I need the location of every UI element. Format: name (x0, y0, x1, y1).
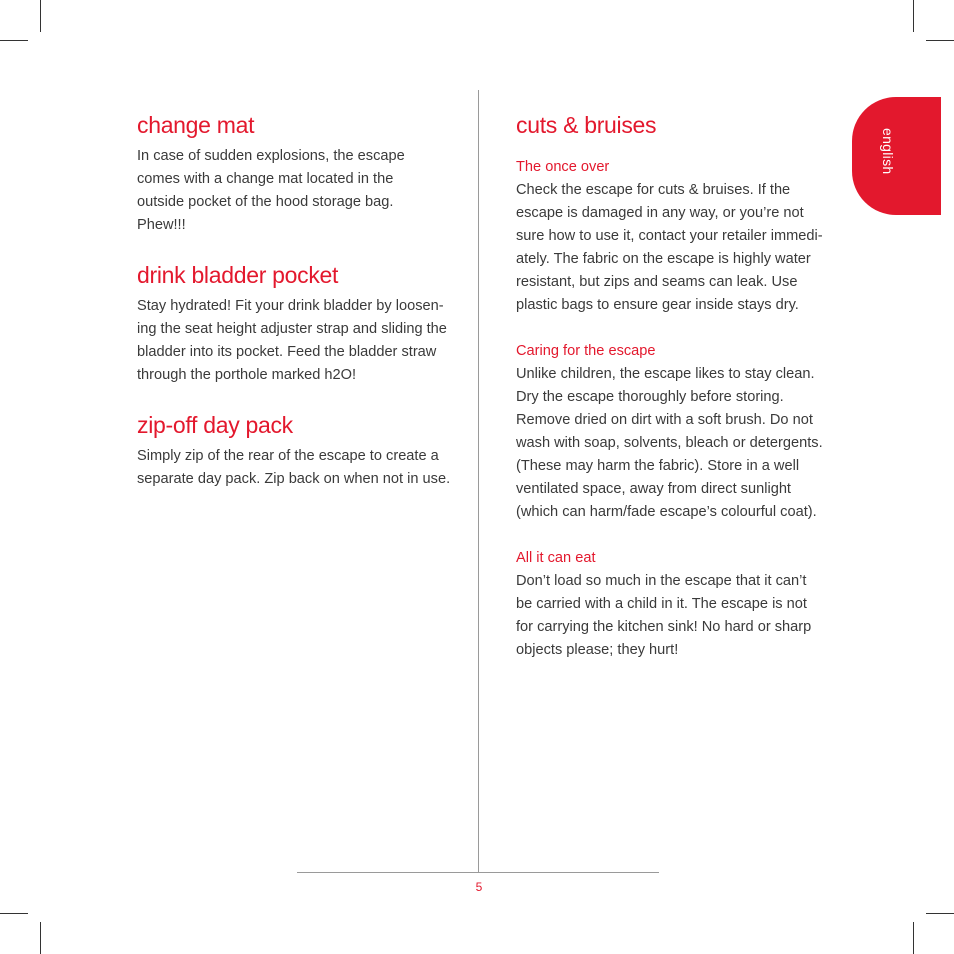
section-change-mat (137, 111, 459, 237)
page-number: 5 (475, 880, 483, 894)
subsection-body: Check the escape for cuts & bruises. If the escape is damaged in any way, or you’re not sure how to use it, contact your retailer immedi- ately. The fabric on the escape is highly water resistant, but zips and seams can leak. Use plastic bags to ensure gear inside stays dry. (516, 182, 823, 313)
column-divider (478, 90, 479, 872)
right-column (516, 111, 834, 662)
section-heading: cuts & bruises (516, 112, 657, 138)
section-body: Simply zip of the rear of the escape to create a separate day pack. Zip back on when not in use. (137, 448, 451, 487)
subsection-once-over (516, 156, 834, 317)
section-body: In case of sudden explosions, the escape comes with a change mat located in the outside pocket of the hood storage bag. Phew!!! (137, 148, 405, 233)
section-zip-off-day-pack (137, 411, 459, 491)
subsection-title: Caring for the escape (516, 343, 656, 359)
section-heading: zip-off day pack (137, 412, 293, 438)
footer-rule (297, 872, 659, 873)
subsection-body: Unlike children, the escape likes to stay clean. Dry the escape thoroughly before storing. Remove dried on dirt with a soft brush. Do not wash with soap, solvents, bleach or detergents. (These may harm the fabric). Store in a well ventilated space, away from direct sunlight (which can harm/fade escape’s colourful coat). (516, 366, 823, 520)
crop-mark (926, 913, 954, 914)
crop-mark (913, 0, 914, 32)
crop-mark (40, 0, 41, 32)
section-heading: drink bladder pocket (137, 262, 339, 288)
subsection-title: The once over (516, 159, 610, 175)
subsection-title: All it can eat (516, 550, 596, 566)
left-column (137, 111, 459, 491)
subsection-caring (516, 340, 834, 524)
crop-mark (0, 913, 28, 914)
crop-mark (926, 40, 954, 41)
section-drink-bladder-pocket (137, 261, 459, 387)
subsection-all-it-can-eat (516, 547, 834, 662)
section-heading: change mat (137, 112, 255, 138)
section-body: Stay hydrated! Fit your drink bladder by loosen- ing the seat height adjuster strap and sliding the bladder into its pocket. Feed the bladder straw through the porthole marked h2O! (137, 298, 447, 383)
language-tab (852, 97, 941, 215)
crop-mark (40, 922, 41, 954)
subsection-body: Don’t load so much in the escape that it can’t be carried with a child in it. The escape is not for carrying the kitchen sink! No hard or sharp objects please; they hurt! (516, 573, 812, 658)
crop-mark (913, 922, 914, 954)
crop-mark (0, 40, 28, 41)
language-tab-label: english (880, 128, 896, 175)
